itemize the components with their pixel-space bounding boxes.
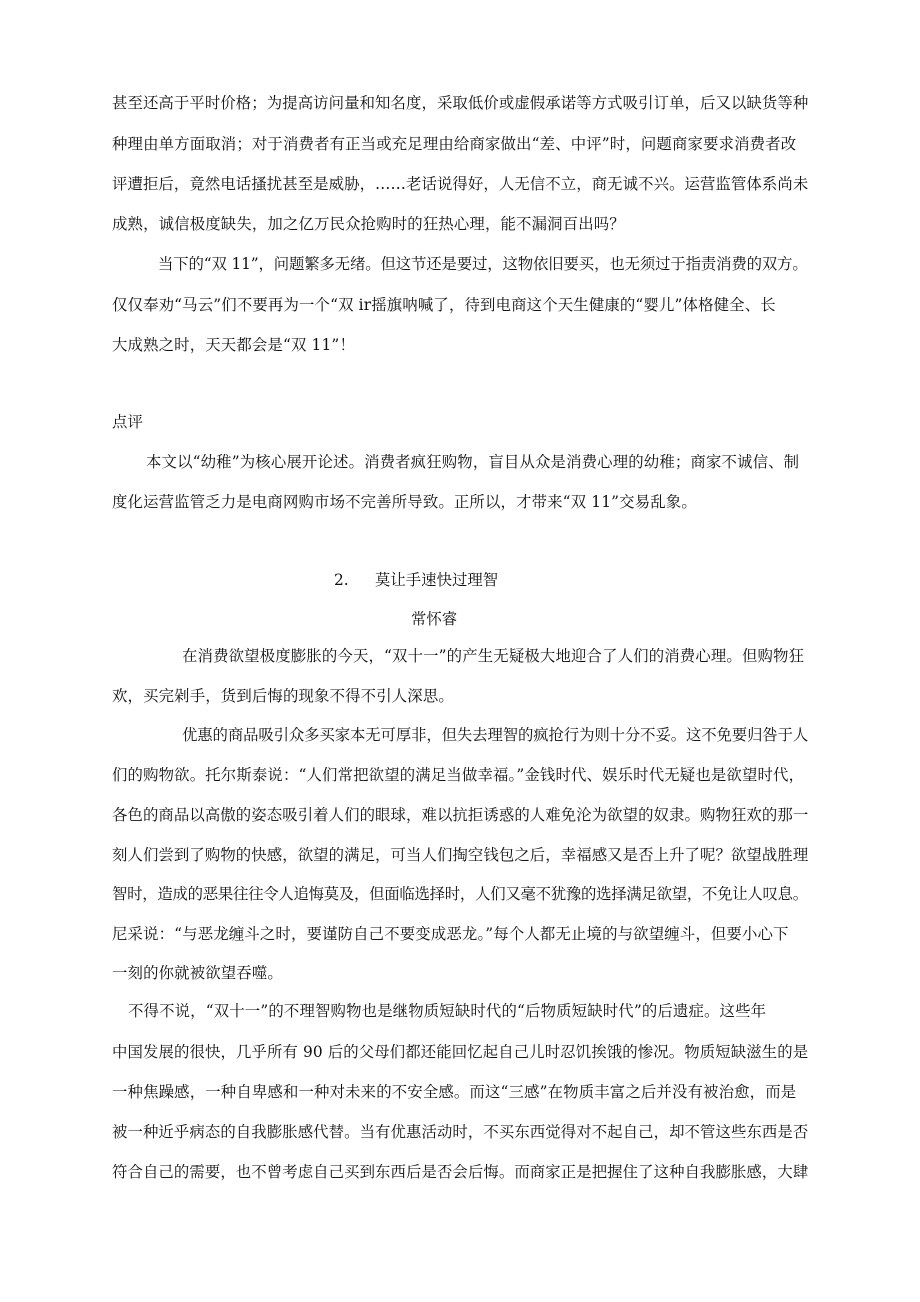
paragraph-line: 一种焦躁感，一种自卑感和一种对未来的不安全感。而这“三感”在物质丰富之后并没有被治愈，而是 xyxy=(112,1083,797,1101)
section-title: 莫让手速快过理智 xyxy=(375,571,499,589)
paragraph-line: 仅仅奉劝“马云”们不要再为一个“双 ir摇旗呐喊了，待到电商这个天生健康的“婴儿”体格健全、长 xyxy=(112,296,776,314)
paragraph-line: 符合自己的需要，也不曾考虑自己买到东西后是否会后悔。而商家正是把握住了这种自我膨胀感，大肆 xyxy=(112,1163,809,1181)
paragraph-line: 在消费欲望极度膨胀的今天，“双十一”的产生无疑极大地迎合了人们的消费心理。但购物狂 xyxy=(182,647,805,665)
paragraph-line: 一刻的你就被欲望吞噬。 xyxy=(112,964,283,982)
section-author: 常怀睿 xyxy=(411,610,458,628)
paragraph-line: 欢，买完剁手，货到后悔的现象不得不引人深思。 xyxy=(112,687,454,705)
comment-line: 度化运营监管乏力是电商网购市场不完善所导致。正所以，才带来“双 11”交易乱象。 xyxy=(112,493,697,511)
section-number: 2. xyxy=(334,571,349,589)
paragraph-line: 尼采说：“与恶龙缠斗之时，要谨防自己不要变成恶龙。”每个人都无止境的与欲望缠斗，但要小心下 xyxy=(112,925,789,943)
paragraph-line: 种理由单方面取消；对于消费者有正当或充足理由给商家做出“差、中评”时，问题商家要求消费者改 xyxy=(112,135,797,153)
paragraph-line: 优惠的商品吸引众多买家本无可厚非，但失去理智的疯抢行为则十分不妥。这不免要归咎于人 xyxy=(182,726,809,744)
paragraph-line: 成熟，诚信极度缺失，加之亿万民众抢购时的狂热心理，能不漏洞百出吗？ xyxy=(112,215,625,233)
paragraph-line: 刻人们尝到了购物的快感，欲望的满足，可当人们掏空钱包之后，幸福感又是否上升了呢？欲望战胜理 xyxy=(112,846,809,864)
paragraph-line: 智时，造成的恶果往往令人追悔莫及，但面临选择时，人们又毫不犹豫的选择满足欲望，不免让人叹息。 xyxy=(112,885,808,903)
paragraph-line: 各色的商品以高傲的姿态吸引着人们的眼球，难以抗拒诱惑的人难免沦为欲望的奴隶。购物狂欢的那一 xyxy=(112,806,809,824)
paragraph-line: 当下的“双 11”，问题繁多无绪。但这节还是要过，这物依旧要买，也无须过于指责消费的双方。 xyxy=(158,255,808,273)
comment-heading: 点评 xyxy=(112,413,144,431)
paragraph-line: 被一种近乎病态的自我膨胀感代替。当有优惠活动时，不买东西觉得对不起自己，却不管这些东西是否 xyxy=(112,1123,809,1141)
paragraph-line: 大成熟之时，天天都会是“双 11”！ xyxy=(112,336,355,354)
paragraph-line: 们的购物欲。托尔斯泰说：“人们常把欲望的满足当做幸福。”金钱时代、娱乐时代无疑也是欲望时代， xyxy=(112,766,805,784)
paragraph-line: 不得不说，“双十一”的不理智购物也是继物质短缺时代的“后物质短缺时代”的后遗症。这些年 xyxy=(128,1002,767,1020)
comment-line: 本文以“幼稚”为核心展开论述。消费者疯狂购物，盲目从众是消费心理的幼稚；商家不诚信、制 xyxy=(146,453,800,471)
paragraph-line: 评遭拒后，竟然电话搔扰甚至是威胁，……老话说得好，人无信不立，商无诚不兴。运营监管体系尚未 xyxy=(112,175,809,193)
paragraph-line: 甚至还高于平时价格；为提高访问量和知名度，采取低价或虚假承诺等方式吸引订单，后又以缺货等种 xyxy=(112,94,809,112)
paragraph-line: 中国发展的很快，几乎所有 90 后的父母们都还能回忆起自己儿时忍饥挨饿的惨况。物质短缺滋生的是 xyxy=(112,1043,809,1061)
